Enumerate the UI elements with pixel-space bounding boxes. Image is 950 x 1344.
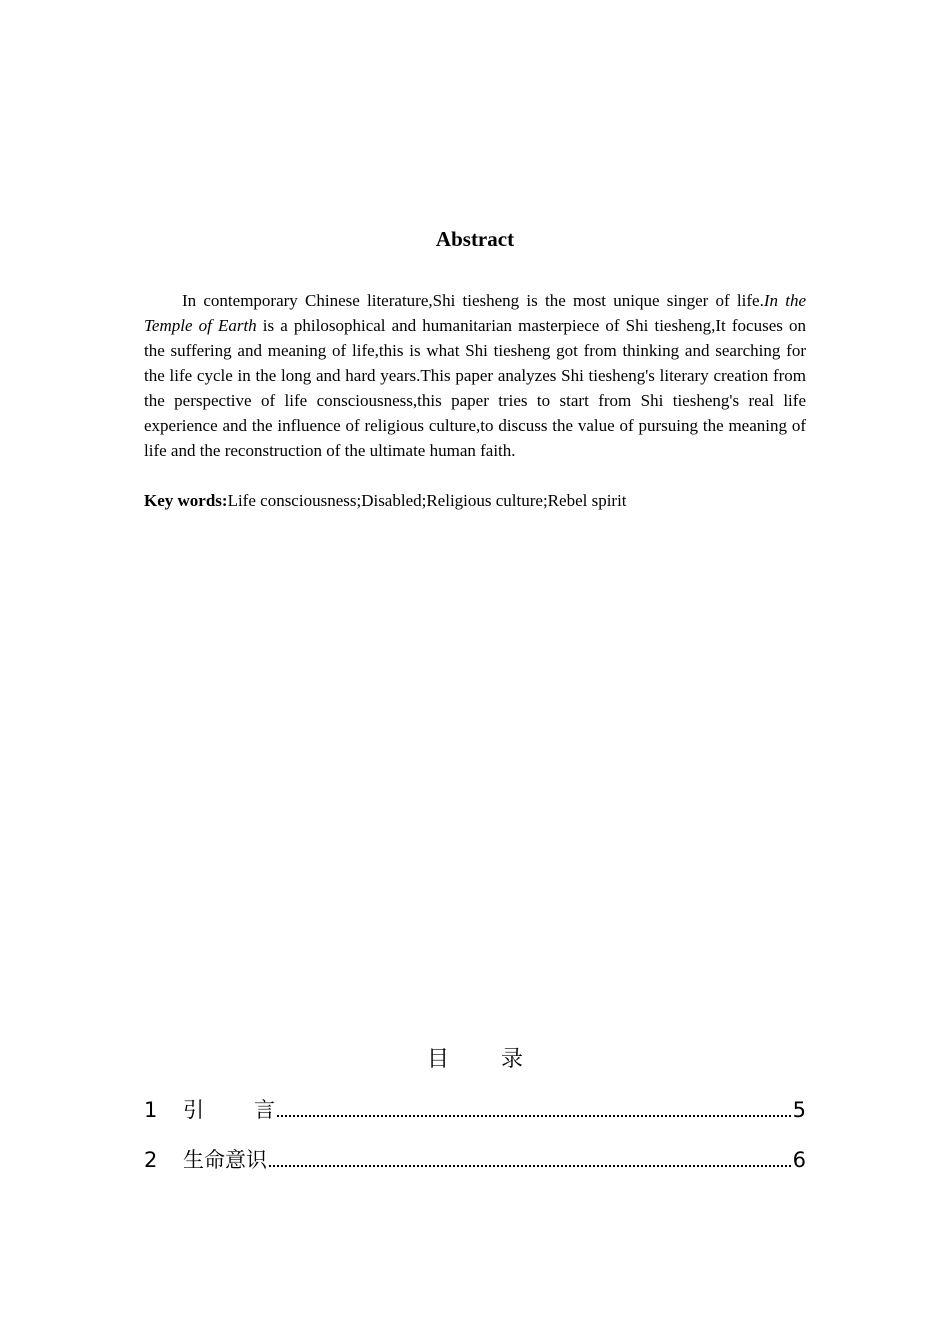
toc-entry[interactable] <box>144 1145 806 1175</box>
keywords-list: Life consciousness;Disabled;Religious culture;Rebel spirit <box>227 491 627 510</box>
keywords-line <box>144 488 806 513</box>
toc-title: 目录 <box>426 1047 575 1072</box>
toc-leader-dots <box>277 1114 791 1117</box>
toc-entry[interactable] <box>144 1095 806 1125</box>
abstract-text-rest: is a philosophical and humanitarian masterpiece of Shi tiesheng,It focuses on the suffering and meaning of life,this is what Shi tiesheng got from thinking and searching for the life cycle in the long and hard years.This paper analyzes Shi tiesheng's literary creation from the perspective of life consciousness,this paper tries to start from Shi tiesheng's real life experience and the influence of religious culture,to discuss the value of pursuing the meaning of life and the reconstruction of the ultimate human faith. <box>144 316 806 460</box>
toc-entry-page: 6 <box>792 1148 806 1172</box>
abstract-text-start: In contemporary Chinese literature,Shi tiesheng is the most unique singer of life. <box>182 291 764 310</box>
toc-entry-page: 5 <box>792 1098 806 1122</box>
abstract-body <box>144 288 806 463</box>
abstract-title: Abstract <box>435 227 515 251</box>
toc-entry-number: 2 <box>144 1148 158 1172</box>
toc-entry-text: 引言 <box>183 1098 325 1122</box>
keywords-label: Key words: <box>144 491 228 510</box>
toc-entry-text: 生命意识 <box>183 1148 267 1172</box>
book-title: In the Temple of Earth <box>144 291 806 335</box>
toc-entry-number: 1 <box>144 1098 158 1122</box>
toc-leader-dots <box>269 1164 791 1167</box>
